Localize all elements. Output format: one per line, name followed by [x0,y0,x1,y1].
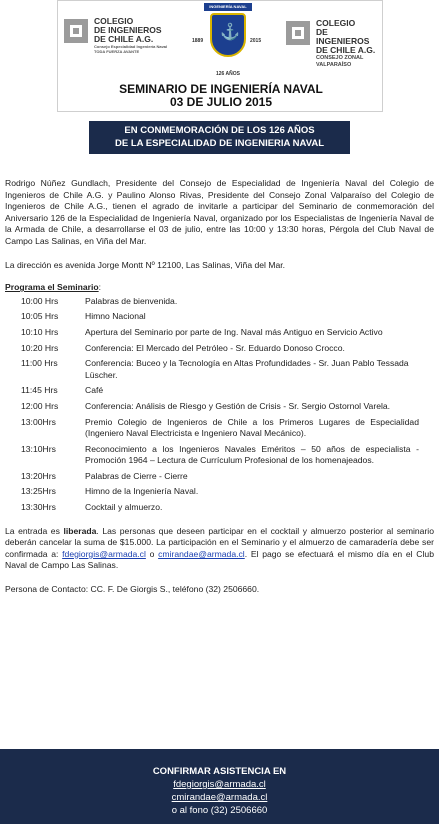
schedule-description: Himno de la Ingeniería Naval. [85,486,199,497]
schedule-description: Himno Nacional [85,311,146,322]
seminar-title-line1: SEMINARIO DE INGENIERÍA NAVAL [119,82,323,96]
logo-left-text [94,17,167,54]
schedule-row [5,327,434,339]
program-title: Programa el Seminario [5,282,99,293]
logo-left-line3: DE CHILE A.G. [94,34,154,44]
logo-right-line3: DE CHILE A.G. [316,45,376,55]
crest-year-left: 1889 [192,38,204,44]
schedule-row [5,343,434,355]
logo-right-line1: COLEGIO [316,18,356,28]
entry-free: liberada [63,525,97,536]
program-schedule [5,296,434,514]
colegio-square-icon [286,21,310,45]
schedule-row [5,296,434,308]
schedule-row [5,401,434,413]
logo-right-sub: CONSEJO ZONAL VALPARAÍSO [316,55,364,68]
schedule-row [5,444,434,467]
schedule-description: Apertura del Seminario por parte de Ing. Naval más Antiguo en Servicio Activo [85,326,383,337]
schedule-time: 13:30Hrs [21,502,56,513]
schedule-description: Conferencia: El Mercado del Petróleo - Sr. Eduardo Donoso Crocco. [85,342,345,353]
schedule-row [5,486,434,498]
schedule-description: Premio Colegio de Ingenieros de Chile a los Primeros Lugares de Especialidad (Ingeniero Naval Electricista e Ingeniero Naval Mecánico). [85,416,419,439]
program-heading [5,282,434,294]
entry-text-1: La entrada es [5,525,64,536]
contact-paragraph: Persona de Contacto: CC. F. De Giorgis S., teléfono (32) 2506660. [5,584,260,595]
logo-left-line2: DE INGENIEROS [94,25,162,35]
crest-shield [210,13,246,57]
schedule-row [5,502,434,514]
entry-text-2: . Las personas que deseen participar en el cocktail y almuerzo posterior al seminario deberán cancelar la suma de $15.000. La participación en el Seminario y el almuerzo de camaradería debe ser confirmada a: [5,525,435,559]
email-link-fdegiorgis[interactable]: fdegiorgis@armada.cl [62,548,146,559]
schedule-time: 11:45 Hrs [21,385,58,396]
schedule-row [5,311,434,323]
commemoration-line1: EN CONMEMORACIÓN DE LOS 126 AÑOS [124,125,315,136]
crest-banner: INGENIERÍA NAVAL [204,3,252,11]
commemoration-box [89,121,350,154]
schedule-time: 11:00 Hrs [21,358,58,369]
schedule-row [5,417,434,440]
logo-left-sub2: TODA FUERZA AVANTE [94,49,140,54]
schedule-description: Conferencia: Análisis de Riesgo y Gestión de Crisis - Sr. Sergio Ostornol Varela. [85,400,391,411]
header-banner [57,0,383,112]
rsvp-title: CONFIRMAR ASISTENCIA EN [152,766,287,777]
schedule-row [5,385,434,397]
footer-email-link-fdegiorgis[interactable]: fdegiorgis@armada.cl [173,779,266,790]
schedule-description: Café [85,385,104,396]
schedule-time: 13:25Hrs [21,486,56,497]
colegio-square-icon [64,19,88,43]
schedule-time: 10:10 Hrs [21,326,59,337]
naval-crest-icon [192,3,264,81]
logo-left-line1: COLEGIO [94,16,134,26]
colegio-logo-left [64,17,174,57]
entry-or: o [145,548,159,559]
schedule-time: 13:20Hrs [21,470,56,481]
seminar-date: 03 DE JULIO 2015 [169,95,273,109]
crest-year-right: 2015 [250,38,262,44]
commemoration-line2: DE LA ESPECIALIDAD DE INGENIERIA NAVAL [114,138,324,149]
schedule-time: 10:20 Hrs [21,342,59,353]
schedule-time: 10:00 Hrs [21,295,59,306]
logo-right-text [316,19,382,69]
entry-text-3: . El pago se efectuará el mismo día en el Club Naval de Campo Las Salinas. [5,548,434,571]
intro-paragraph: Rodrigo Núñez Gundlach, Presidente del Consejo de Especialidad de Ingeniería Naval del Colegio de Ingenieros de Chile A.G. y Paulino Alonso Rivas, Presidente del Consejo Zonal Valparaíso del Colegio de Ingenieros de Chile A.G., tienen el agrado de invitarle a participar del Seminario de conmemoración del Aniversario 126 de la Especialidad de Ingeniería Naval, organizado por los Especialistas de Ingeniería Naval de la Armada de Chile, a desarrollarse el 03 de julio, entre las 10:00 y 13:30 horas, Pérgola del Club Naval de Campo Las Salinas, en Viña del Mar. [5,178,434,246]
email-link-cmirandae[interactable]: cmirandae@armada.cl [158,548,245,559]
program-colon: : [98,282,102,293]
anchor-icon: ⚓ [220,24,240,41]
schedule-time: 12:00 Hrs [21,400,59,411]
schedule-row [5,471,434,483]
crest-caption: 126 AÑOS [216,71,240,77]
schedule-time: 10:05 Hrs [21,311,59,322]
schedule-description: Palabras de bienvenida. [85,295,178,306]
schedule-description: Palabras de Cierre - Cierre [85,470,188,481]
schedule-description: Reconocimiento a los Ingenieros Navales Eméritos – 50 años de especialista - Promoción 1964 – Lectura de Currículum Profesional de los homenajeados. [85,443,419,466]
schedule-time: 13:00Hrs [21,416,56,427]
rsvp-phone: o al fono (32) 2506660 [171,805,268,816]
address-paragraph: La dirección es avenida Jorge Montt Nº 12100, Las Salinas, Viña del Mar. [5,259,286,270]
logo-right-line2: DE INGENIEROS [316,27,370,46]
footer-rsvp [0,749,439,824]
entry-paragraph [5,526,434,572]
schedule-description: Cocktail y almuerzo. [85,502,163,513]
schedule-description: Conferencia: Buceo y la Tecnología en Altas Profundidades - Sr. Juan Pablo Tessada Lüscher. [85,358,409,380]
colegio-logo-right [286,18,382,68]
logo-left-sub1: Consejo Especialidad Ingeniería Naval [94,44,168,49]
schedule-row [5,358,434,381]
seminar-title [58,83,384,109]
invitation-body [5,178,434,596]
footer-email-link-cmirandae[interactable]: cmirandae@armada.cl [171,792,268,803]
schedule-time: 13:10Hrs [21,443,56,454]
